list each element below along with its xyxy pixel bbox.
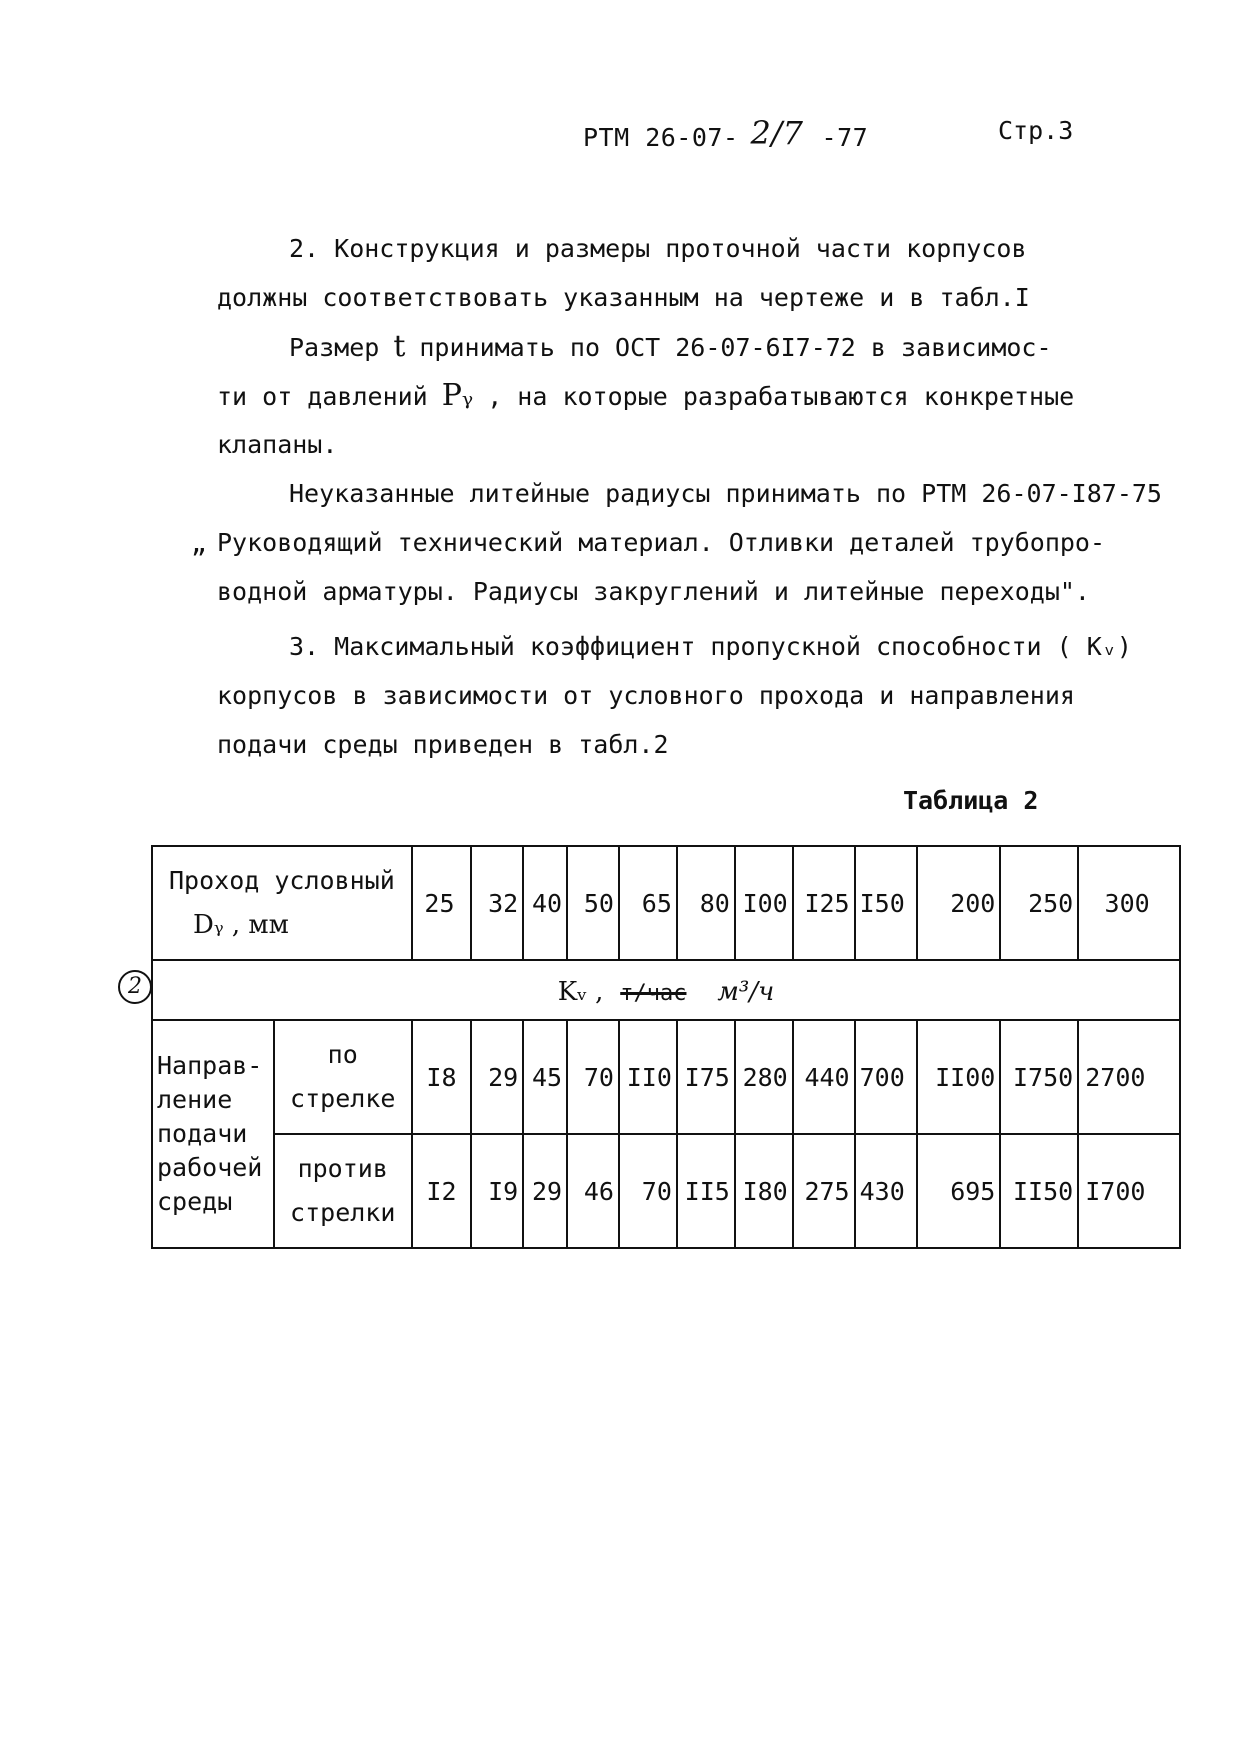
reverse-value-cell: II50 [1000, 1134, 1078, 1248]
section-2-line [217, 322, 1162, 371]
opening-quote: „ [191, 529, 207, 559]
forward-value-cell: I750 [1000, 1020, 1078, 1134]
section-2-line: Неуказанные литейные радиусы принимать по РТМ 26-07-I87-75 [289, 479, 1162, 508]
text-run: Размер [289, 333, 380, 362]
section-3 [217, 622, 1132, 769]
table-row-reverse [152, 1134, 1180, 1248]
kv-table [151, 845, 1181, 1249]
section-2-line: клапаны. [217, 430, 338, 459]
section-3-line: 3. Максимальный коэффициент пропускной способности ( Kᵥ) [289, 632, 1132, 661]
thickness-symbol: t [393, 329, 406, 364]
document-code-prefix: РТМ 26-07- [583, 123, 739, 152]
section-2 [191, 224, 1162, 616]
forward-value-cell: 440 [793, 1020, 855, 1134]
text-run: Руководящий технический материал. Отливки деталей трубопро- [217, 528, 1106, 557]
diameter-cell: I00 [735, 846, 793, 960]
forward-value-cell: 45 [523, 1020, 567, 1134]
table-row-forward [152, 1020, 1180, 1134]
section-2-line: должны соответствовать указанным на чертеже и в табл.I [217, 283, 1030, 312]
forward-value-cell: I8 [412, 1020, 472, 1134]
diameter-cell: 40 [523, 846, 567, 960]
forward-value-cell: II00 [917, 1020, 1001, 1134]
direction-label-line: подачи [157, 1119, 248, 1148]
circled-revision-mark: 2 [118, 970, 152, 1004]
diameter-cell: I25 [793, 846, 855, 960]
direction-label-line: Направ- [157, 1051, 263, 1080]
diameter-cell: 250 [1000, 846, 1078, 960]
text-run: , на которые разрабатываются конкретные [487, 382, 1075, 411]
struck-unit: т/час [620, 980, 687, 1006]
table-header-row [152, 846, 1180, 960]
reverse-value-cell: I2 [412, 1134, 472, 1248]
diameter-cell: 80 [677, 846, 735, 960]
reverse-value-cell: I80 [735, 1134, 793, 1248]
reverse-value-cell: 70 [619, 1134, 677, 1248]
reverse-label-line: стрелки [290, 1198, 396, 1227]
kv-symbol: Kᵥ , [557, 976, 604, 1007]
reverse-value-cell: 46 [567, 1134, 619, 1248]
table-title: Таблица 2 [903, 786, 1039, 815]
diameter-cell: 32 [471, 846, 523, 960]
direction-label-line: ление [157, 1085, 233, 1114]
diameter-cell: 300 [1078, 846, 1180, 960]
header-label: Проход условный [169, 866, 395, 895]
unit-cell [152, 960, 1180, 1020]
section-2-line [217, 371, 1162, 420]
page-number: Стр.3 [998, 116, 1074, 145]
text-run: ти от давлений [217, 382, 428, 411]
table-unit-row [152, 960, 1180, 1020]
direction-label-cell [152, 1020, 274, 1248]
pressure-symbol: Pᵧ [441, 378, 474, 413]
section-2-line [191, 518, 1162, 567]
reverse-value-cell: 695 [917, 1134, 1001, 1248]
section-2-line: водной арматуры. Радиусы закруглений и литейные переходы". [217, 577, 1090, 606]
diameter-cell: 200 [917, 846, 1001, 960]
document-code-handwritten: 2/7 [750, 114, 804, 152]
diameter-cell: I50 [855, 846, 917, 960]
forward-label-line: по [327, 1040, 358, 1069]
forward-value-cell: 2700 [1078, 1020, 1180, 1134]
text-run: принимать по ОСТ 26-07-6I7-72 в зависимос- [419, 333, 1052, 362]
forward-label-line: стрелке [290, 1084, 396, 1113]
section-3-line: корпусов в зависимости от условного прохода и направления [217, 681, 1075, 710]
diameter-label: Dᵧ , мм [193, 910, 289, 940]
forward-value-cell: 29 [471, 1020, 523, 1134]
forward-value-cell: 700 [855, 1020, 917, 1134]
document-code-suffix: -77 [821, 123, 869, 152]
diameter-cell: 25 [412, 846, 472, 960]
reverse-value-cell: I700 [1078, 1134, 1180, 1248]
reverse-value-cell: 275 [793, 1134, 855, 1248]
forward-value-cell: 280 [735, 1020, 793, 1134]
header-label-cell [152, 846, 412, 960]
direction-label-line: среды [157, 1187, 233, 1216]
diameter-cell: 50 [567, 846, 619, 960]
direction-label-line: рабочей [157, 1153, 263, 1182]
handwritten-unit: м³/ч [717, 976, 775, 1007]
reverse-label-line: против [297, 1154, 388, 1183]
forward-value-cell: 70 [567, 1020, 619, 1134]
reverse-value-cell: II5 [677, 1134, 735, 1248]
diameter-cell: 65 [619, 846, 677, 960]
section-2-line: 2. Конструкция и размеры проточной части корпусов [289, 234, 1027, 263]
reverse-value-cell: 29 [523, 1134, 567, 1248]
document-code [583, 116, 868, 154]
section-3-line: подачи среды приведен в табл.2 [217, 730, 669, 759]
reverse-value-cell: I9 [471, 1134, 523, 1248]
header-label-unit [169, 903, 411, 947]
reverse-value-cell: 430 [855, 1134, 917, 1248]
reverse-label-cell [274, 1134, 412, 1248]
forward-value-cell: I75 [677, 1020, 735, 1134]
forward-label-cell [274, 1020, 412, 1134]
forward-value-cell: II0 [619, 1020, 677, 1134]
